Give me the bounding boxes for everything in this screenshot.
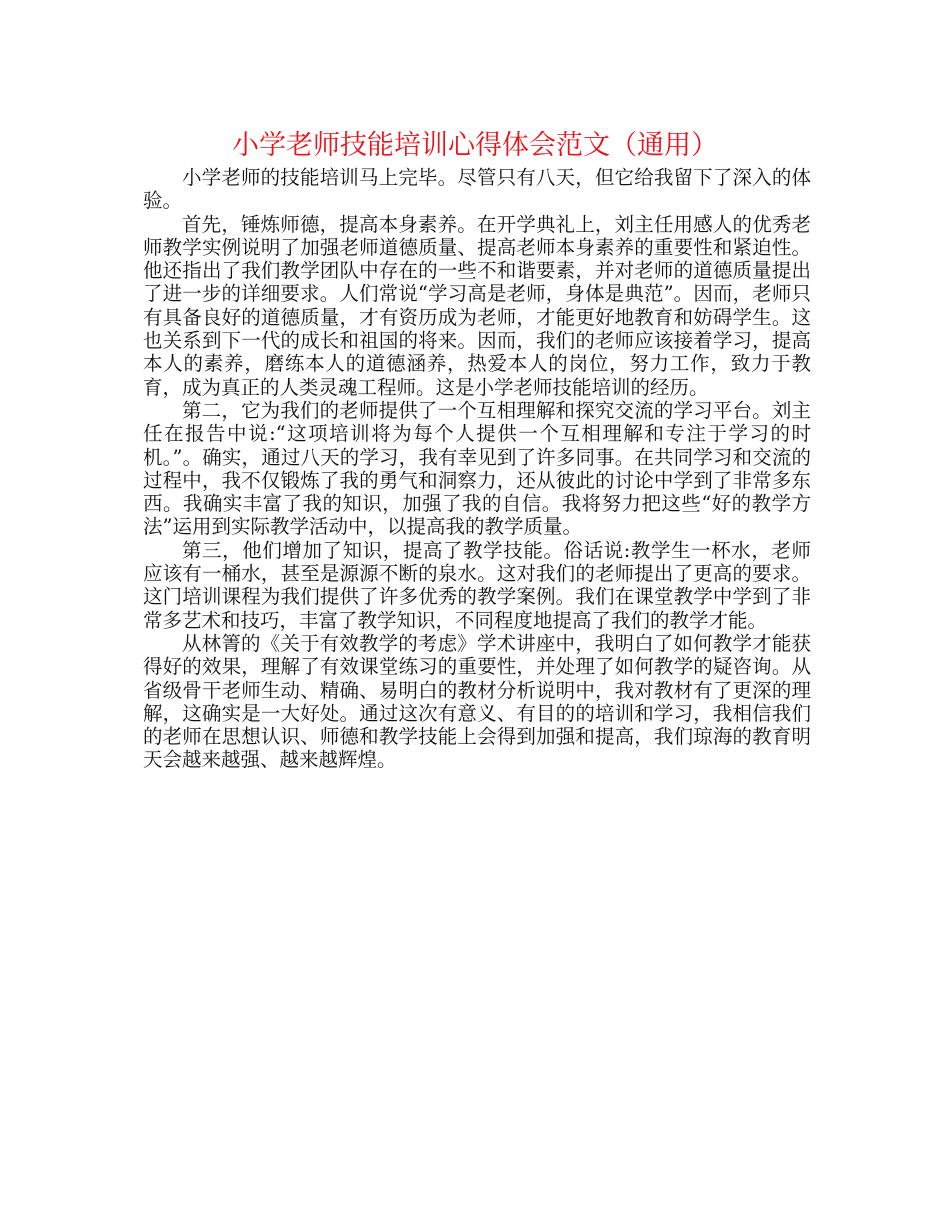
paragraph-conclusion: 从林箐的《关于有效教学的考虑》学术讲座中，我明白了如何教学才能获得好的效果，理解了有效课堂练习的重要性，并处理了如何教学的疑咨询。从省级骨干老师生动、精确、易明白的教材分析说明中，我对教材有了更深的理解，这确实是一大好处。通过这次有意义、有目的的培训和学习，我相信我们的老师在思想认识、师德和教学技能上会得到加强和提高，我们琼海的教育明天会越来越强、越来越辉煌。 [143, 631, 811, 772]
paragraph-intro: 小学老师的技能培训马上完毕。尽管只有八天，但它给我留下了深入的体验。 [143, 166, 811, 213]
paragraph-first-point: 首先，锤炼师德，提高本身素养。在开学典礼上，刘主任用感人的优秀老师教学实例说明了加强老师道德质量、提高老师本身素养的重要性和紧迫性。他还指出了我们教学团队中存在的一些不和谐要素，并对老师的道德质量提出了进一步的详细要求。人们常说“学习高是老师，身体是典范”。因而，老师只有具备良好的道德质量，才有资历成为老师，才能更好地教育和妨碍学生。这也关系到下一代的成长和祖国的将来。因而，我们的老师应该接着学习，提高本人的素养，磨练本人的道德涵养，热爱本人的岗位，努力工作，致力于教育，成为真正的人类灵魂工程师。这是小学老师技能培训的经历。 [143, 212, 811, 399]
document-title: 小学老师技能培训心得体会范文（通用） [232, 130, 718, 161]
document-body [143, 166, 811, 772]
paragraph-second-point: 第二，它为我们的老师提供了一个互相理解和探究交流的学习平台。刘主任在报告中说:“这项培训将为每个人提供一个互相理解和专注于学习的时机。”。确实，通过八天的学习，我有幸见到了许多同事。在共同学习和交流的过程中，我不仅锻炼了我的勇气和洞察力，还从彼此的讨论中学到了非常多东西。我确实丰富了我的知识，加强了我的自信。我将努力把这些“好的教学方法”运用到实际教学活动中，以提高我的教学质量。 [143, 398, 811, 539]
paragraph-third-point: 第三，他们增加了知识，提高了教学技能。俗话说:教学生一杯水，老师应该有一桶水，甚至是源源不断的泉水。这对我们的老师提出了更高的要求。这门培训课程为我们提供了许多优秀的教学案例。我们在课堂教学中学到了非常多艺术和技巧，丰富了教学知识，不同程度地提高了我们的教学才能。 [143, 538, 811, 632]
